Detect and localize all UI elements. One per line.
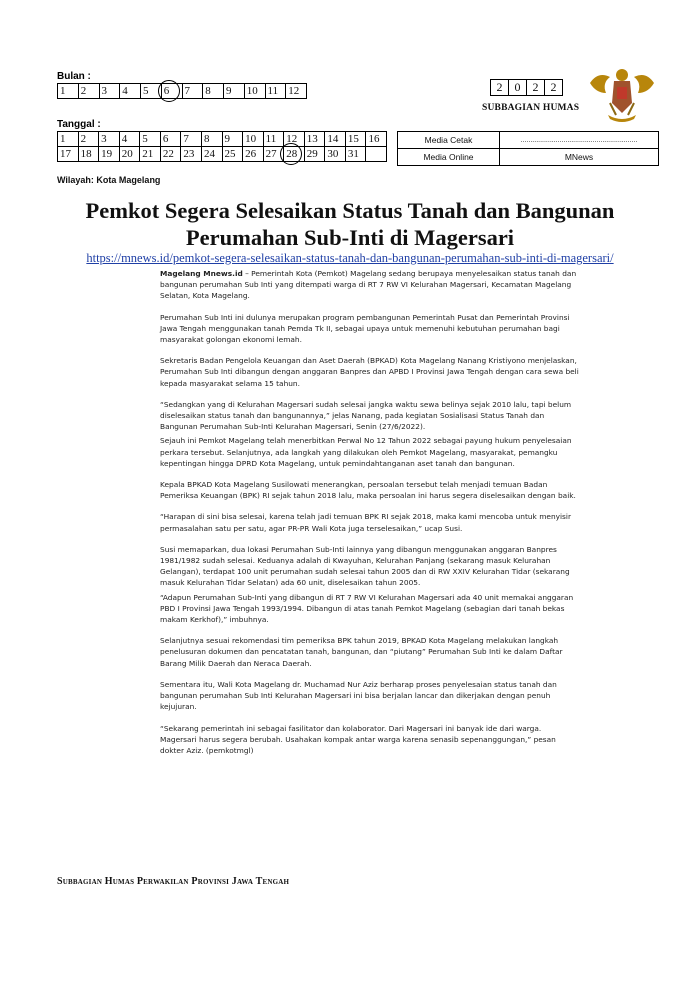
date-cell: 3 xyxy=(99,132,120,147)
paragraph: Selanjutnya sesuai rekomendasi tim pemeriksa BPK tahun 2019, BPKAD Kota Magelang melakukan langkah penelusuran dokumen dan pencatatan tanah, bangunan, dan “piutang” Perumahan Sub Inti ke dalam Daftar Barang Milik Daerah dan Neraca Daerah. xyxy=(160,636,563,668)
paragraph: Sekretaris Badan Pengelola Keuangan dan Aset Daerah (BPKAD) Kota Magelang Nanang Kristiyono menjelaskan, Perumahan Sub Inti dibangun dengan anggaran Banpres dan APBD I Provinsi Jawa Tengah dengan cara sewa beli kepada masyarakat selama 15 tahun. xyxy=(160,356,579,388)
media-label: Media Cetak xyxy=(398,132,500,149)
title-line: Perumahan Sub-Inti di Magersari xyxy=(185,225,515,250)
date-cell: 20 xyxy=(119,147,140,162)
date-cell: 10 xyxy=(243,132,264,147)
month-cell: 12 xyxy=(286,84,307,99)
date-cell: 24 xyxy=(201,147,222,162)
month-cell: 7 xyxy=(182,84,203,99)
date-cell: 28 xyxy=(284,147,305,162)
date-cell: 30 xyxy=(325,147,346,162)
paragraph: “Sekarang pemerintah ini sebagai fasilitator dan kolaborator. Dari Magersari ini banyak ide dari warga. Magersari harus segera berubah. Usahakan kompak antar warga karena senasib sepenanggungan,” pesan dokter Aziz. (pemkotmgl) xyxy=(160,723,556,755)
media-value: MNews xyxy=(500,149,659,166)
media-row xyxy=(398,132,659,149)
month-cell: 8 xyxy=(203,84,224,99)
article-url-link[interactable]: https://mnews.id/pemkot-segera-selesaikan-status-tanah-dan-bangunan-perumahan-sub-inti-di-magersari/ xyxy=(86,251,614,265)
footer-label: Subbagian Humas Perwakilan Provinsi Jawa Tengah xyxy=(57,876,290,887)
date-cell: 19 xyxy=(99,147,120,162)
date-cell: 13 xyxy=(304,132,325,147)
year-box xyxy=(490,79,563,96)
month-cell: 11 xyxy=(265,84,286,99)
month-cell: 1 xyxy=(58,84,79,99)
region-label: Wilayah: Kota Magelang xyxy=(57,175,161,185)
paragraph: Kepala BPKAD Kota Magelang Susilowati menerangkan, persoalan tersebut telah menjadi temuan Badan Pemeriksa Keuangan (BPK) RI sejak tahun 2018 lalu, maka persoalan ini harus segera diselesaikan dengan baik. xyxy=(160,480,576,501)
date-cell: 17 xyxy=(58,147,79,162)
title-line: Pemkot Segera Selesaikan Status Tanah dan Bangunan xyxy=(85,198,615,223)
bulan-label: Bulan : xyxy=(57,71,91,82)
date-cell: 29 xyxy=(304,147,325,162)
paragraph: Susi memaparkan, dua lokasi Perumahan Sub-Inti lainnya yang dibangun menggunakan anggaran Banpres 1981/1982 sudah selesai. Keduanya adalah di Kwayuhan, Kelurahan Panjang (sekarang masuk Kelurahan Gelangan), terdapat 100 unit perumahan sudah selesai tahun 2005 dan di RW XXIV Kelurahan Tidar (sekarang masuk Kelurahan Tidar Selatan) ada 60 unit, diselesaikan tahun 2005. xyxy=(160,544,570,588)
date-cell: 31 xyxy=(345,147,366,162)
date-cell: 7 xyxy=(181,132,202,147)
year-digit: 2 xyxy=(491,80,509,96)
date-cell: 25 xyxy=(222,147,243,162)
article-body xyxy=(160,268,580,766)
month-grid xyxy=(57,83,307,99)
date-cell: 21 xyxy=(140,147,161,162)
date-cell: 4 xyxy=(119,132,140,147)
date-cell: 27 xyxy=(263,147,284,162)
date-cell: 5 xyxy=(140,132,161,147)
date-cell: 14 xyxy=(325,132,346,147)
date-cell: 22 xyxy=(160,147,181,162)
paragraph: Perumahan Sub Inti ini dulunya merupakan program pembangunan Pemerintah Pusat dan Pemerintah Provinsi Jawa Tengah menggunakan tanah Pemda Tk II, sebagai upaya untuk memenuhi kebutuhan perumahan bagi masyarakat golongan ekonomi lemah. xyxy=(160,312,570,345)
paragraph: Magelang Mnews.id – Pemerintah Kota (Pemkot) Magelang sedang berupaya menyelesaikan status tanah dan bangunan perumahan Sub Inti yang ditempati warga di RT 7 RW VI Kelurahan Magersari, Kecamatan Magelang Selatan, Kota Magelang. xyxy=(160,269,577,301)
tanggal-label: Tanggal : xyxy=(57,119,101,130)
media-value: ............................................................ xyxy=(500,132,659,149)
date-cell: 26 xyxy=(243,147,264,162)
paragraph: “Adapun Perumahan Sub-Inti yang dibangun di RT 7 RW VI Kelurahan Magersari ada 40 unit memakai anggaran PBD I Provinsi Jawa Tengah 1993/1994. Dibangun di atas tanah Pemkot Magelang (sebagian dari tanah bekas makam Kerkhof),” imbuhnya. xyxy=(160,592,574,625)
date-cell: 23 xyxy=(181,147,202,162)
year-digit: 2 xyxy=(527,80,545,96)
department-label: SUBBAGIAN HUMAS xyxy=(482,103,580,113)
month-cell: 6 xyxy=(161,84,182,99)
month-cell: 4 xyxy=(120,84,141,99)
year-digit: 0 xyxy=(509,80,527,96)
year-digit: 2 xyxy=(545,80,563,96)
month-cell: 2 xyxy=(78,84,99,99)
article-title xyxy=(30,197,670,251)
date-cell: 1 xyxy=(58,132,79,147)
month-cell: 9 xyxy=(224,84,245,99)
date-cell: 9 xyxy=(222,132,243,147)
paragraph: Sejauh ini Pemkot Magelang telah menerbitkan Perwal No 12 Tahun 2022 sebagai payung hukum penyelesaian perkara tersebut. Selanjutnya, ada langkah yang dilakukan oleh Pemkot Magelang, masyarakat, pemangku kepentingan hingga DPRD Kota Magelang, untuk pemindahtanganan aset tanah dan bangunan. xyxy=(160,436,572,468)
date-cell: 8 xyxy=(201,132,222,147)
media-table xyxy=(397,131,659,166)
dateline: Magelang Mnews.id xyxy=(160,269,243,278)
date-cell: 18 xyxy=(78,147,99,162)
date-cell: 6 xyxy=(160,132,181,147)
date-cell: 2 xyxy=(78,132,99,147)
paragraph: Sementara itu, Wali Kota Magelang dr. Muchamad Nur Aziz berharap proses penyelesaian status tanah dan bangunan perumahan Sub Inti Kelurahan Magersari ini bisa berjalan lancar dan dikerjakan dengan penuh kejujuran. xyxy=(160,679,557,712)
date-cell: 15 xyxy=(345,132,366,147)
date-cell: 16 xyxy=(366,132,387,147)
garuda-emblem-icon xyxy=(588,63,656,125)
month-cell: 3 xyxy=(99,84,120,99)
media-label: Media Online xyxy=(398,149,500,166)
date-grid xyxy=(57,131,387,162)
date-cell: 12 xyxy=(284,132,305,147)
month-cell: 10 xyxy=(244,84,265,99)
date-cell xyxy=(366,147,387,162)
month-cell: 5 xyxy=(141,84,162,99)
paragraph: “Harapan di sini bisa selesai, karena telah jadi temuan BPK RI sejak 2018, maka kami mencoba untuk menyisir permasalahan satu per satu, agar PR-PR Wali Kota juga terselesaikan,” ucap Susi. xyxy=(160,512,571,533)
date-cell: 11 xyxy=(263,132,284,147)
paragraph: “Sedangkan yang di Kelurahan Magersari sudah selesai jangka waktu sewa belinya sejak 2010 lalu, tapi belum diselesaikan status tanah dan bangunannya,” jelas Nanang, pada kegiatan Sosialisasi Status Tanah dan Bangunan Perumahan Sub-Inti Kelurahan Magersari, Senin (27/6/2022). xyxy=(160,399,572,432)
media-row xyxy=(398,149,659,166)
